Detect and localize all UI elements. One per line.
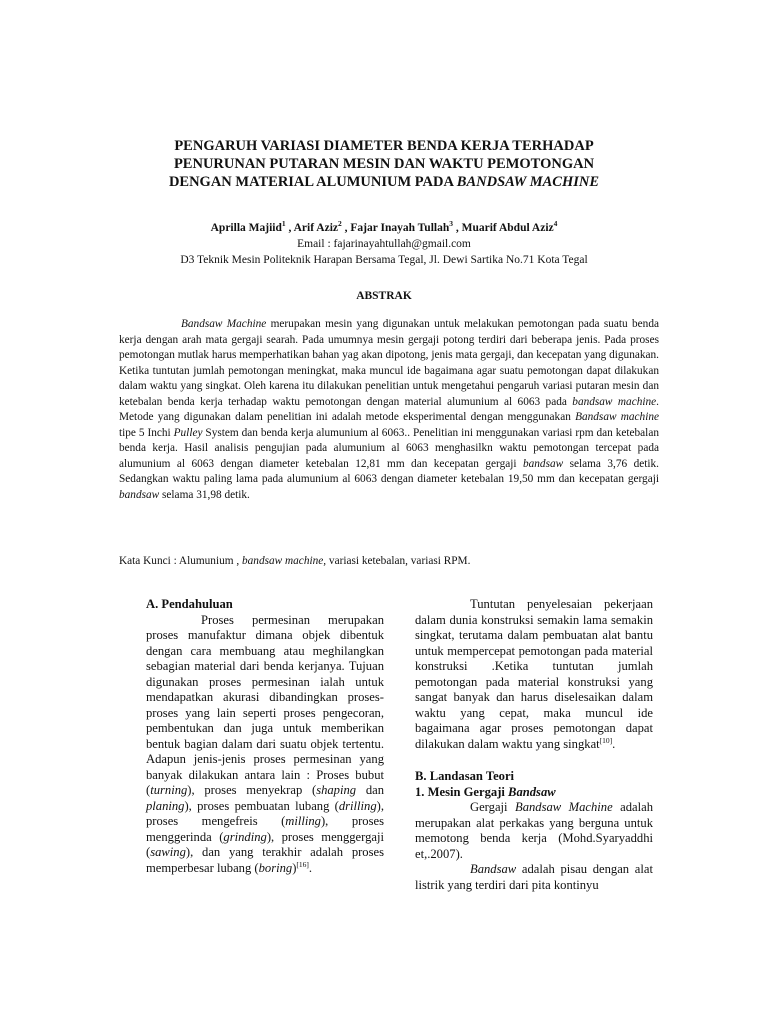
body-italic: Bandsaw Machine <box>515 800 613 814</box>
body-paragraph <box>415 597 653 752</box>
body-italic: shaping <box>316 783 357 797</box>
author-email: Email : fajarinayahtullah@gmail.com <box>297 238 471 250</box>
title-line <box>100 173 668 191</box>
title-line: PENURUNAN PUTARAN MESIN DAN WAKTU PEMOTONGAN <box>173 156 595 172</box>
abstract-paragraph <box>119 317 659 503</box>
abstract-text: selama 3,76 detik. Sedangkan waktu paling lama pada alumunium al 6063 dengan diameter ketebalan 19,50 mm dan kecepatan gergaji <box>119 457 659 485</box>
right-column <box>415 597 653 893</box>
body-italic: turning <box>150 783 188 797</box>
body-text: ), proses pembuatan lubang ( <box>184 798 339 813</box>
body-text: adalah pisau dengan alat listrik yang terdiri dari pita kontinyu <box>415 862 653 892</box>
abstract-text: selama 31,98 detik. <box>159 488 250 501</box>
body-text: . <box>612 736 616 751</box>
author-name: , Fajar Inayah Tullah <box>341 222 450 234</box>
author-names <box>80 220 688 236</box>
body-text: Gergaji <box>470 800 515 814</box>
body-text: ), proses menggergaji ( <box>146 829 384 859</box>
title-line-text: DENGAN MATERIAL ALUMUNIUM PADA <box>168 174 457 190</box>
spacer <box>415 752 653 769</box>
author-affiliation: D3 Teknik Mesin Politeknik Harapan Bersama Tegal, Jl. Dewi Sartika No.71 Kota Tegal <box>180 254 588 266</box>
body-text: Tuntutan penyelesaian pekerjaan dalam dunia konstruksi semakin lama semakin singkat, terutama dalam pembuatan alat bantu untuk mempercepat pemotongan pada material konstruksi .Ketika tuntutan jumlah pemotongan pada material konstruksi yang sangat banyak dan harus diselesaikan dalam waktu yang cepat, maka muncul ide bagaimana agar proses pemotongan dapat dilakukan dalam waktu yang singkat <box>415 597 653 751</box>
body-text: ) <box>292 860 297 875</box>
body-italic: Bandsaw <box>470 862 517 876</box>
author-name: , Muarif Abdul Aziz <box>452 222 554 234</box>
author-affiliation-mark: 1 <box>281 219 286 229</box>
abstract-text: tipe 5 Inchi <box>119 426 174 439</box>
keywords-italic: bandsaw machine, <box>242 555 327 567</box>
keywords-line <box>119 554 659 569</box>
title-italic-text: BANDSAW MACHINE <box>456 174 600 190</box>
author-name: Aprilla Majiid <box>210 222 282 234</box>
citation-ref: [16] <box>296 859 309 869</box>
body-paragraph <box>415 800 653 862</box>
body-text: dan <box>356 783 384 797</box>
keywords-label: Kata Kunci : Alumunium , <box>119 555 242 567</box>
author-affiliation-mark: 2 <box>338 219 342 229</box>
abstract-italic: bandsaw machine <box>572 395 657 408</box>
abstract-italic: bandsaw <box>119 488 160 501</box>
paper-title <box>100 137 668 191</box>
abstract-italic: bandsaw <box>522 457 564 470</box>
keywords-rest: variasi ketebalan, variasi RPM. <box>326 555 471 567</box>
body-text: ), proses mengefreis ( <box>146 798 384 828</box>
abstract-italic: Bandsaw machine <box>575 411 659 423</box>
subsection-italic: Bandsaw <box>508 784 556 799</box>
subsection-text: 1. Mesin Gergaji <box>415 784 509 799</box>
abstract-italic: Bandsaw Machine <box>181 318 267 330</box>
left-column <box>146 597 384 876</box>
abstract-text: . Metode yang digunakan dalam penelitian ini adalah metode eksperimental dengan menggunakan <box>119 395 659 423</box>
section-heading-landasan-teori: B. Landasan Teori <box>415 769 515 783</box>
abstract-italic: Pulley <box>173 426 203 439</box>
body-text: . <box>308 860 313 875</box>
body-italic: milling <box>285 814 321 828</box>
author-block <box>80 220 688 268</box>
abstract-body <box>119 317 659 503</box>
abstract-heading: ABSTRAK <box>356 290 412 302</box>
body-italic: planing <box>146 798 185 813</box>
title-line: PENGARUH VARIASI DIAMETER BENDA KERJA TERHADAP <box>174 138 594 154</box>
subsection-heading <box>415 785 653 801</box>
body-italic: sawing <box>150 845 186 859</box>
body-paragraph <box>146 613 384 877</box>
section-heading-pendahuluan: A. Pendahuluan <box>146 597 233 611</box>
body-text: adalah merupakan alat perkakas yang berguna untuk memotong benda kerja (Mohd.Syaryaddhi et,.2007). <box>415 800 654 861</box>
body-text: ), dan yang terakhir adalah proses memperbesar lubang ( <box>146 845 384 875</box>
body-text: ), proses menyekrap ( <box>187 783 317 797</box>
body-italic: drilling <box>338 798 377 813</box>
body-text: ), proses menggerinda ( <box>146 814 384 844</box>
body-italic: grinding <box>223 829 267 844</box>
author-affiliation-mark: 3 <box>449 219 453 229</box>
body-paragraph <box>415 862 653 893</box>
citation-ref: [10] <box>599 735 613 745</box>
body-italic: boring <box>258 860 293 875</box>
abstract-text: merupakan mesin yang digunakan untuk melakukan pemotongan pada suatu benda kerja dengan arah mata gergaji searah. Pada umumnya mesin gergaji potong terdiri dari beberapa jenis. Pada proses pemotongan mutlak harus memperhatikan bahan yag akan dipotong, jenis mata gergaji, dan kecepatan yang digunakan. Ketika tuntutan jumlah pemotongan meningkat, maka muncul ide bagaimana agar suatu pemotongan dapat dilakukan dalam waktu yang singkat. Oleh karena itu dilakukan penelitian untuk mengetahui pengaruh variasi putaran mesin dan ketebalan benda kerja terhadap waktu pemotongan dengan material alumunium al 6063 pada <box>119 318 659 408</box>
abstract-text: System dan benda kerja alumunium al 6063.. Penelitian ini menggunakan variasi rpm dan ketebalan benda kerja. Hasil analisis pengujian pada alumunium al 6063 menghasilkn waktu pemotongan tercepat pada alumunium al 6063 dengan diameter ketebalan 12,81 mm dan kecepatan gergaji <box>119 426 659 470</box>
author-affiliation-mark: 4 <box>553 219 558 229</box>
body-text: Proses permesinan merupakan proses manufaktur dimana objek dibentuk dengan cara membuang atau meghilangkan sebagian material dari benda kerjanya. Tujuan digunakan proses permesinan ialah untuk mendapatkan akurasi dibandingkan proses-proses yang lain seperti proses pengecoran, pembentukan dan juga untuk memberikan bentuk bagian dalam dari suatu objek tertentu. Adapun jenis-jenis proses permesinan yang banyak dilakukan antara lain : Proses bubut ( <box>146 612 384 797</box>
author-name: , Arif Aziz <box>285 222 338 234</box>
